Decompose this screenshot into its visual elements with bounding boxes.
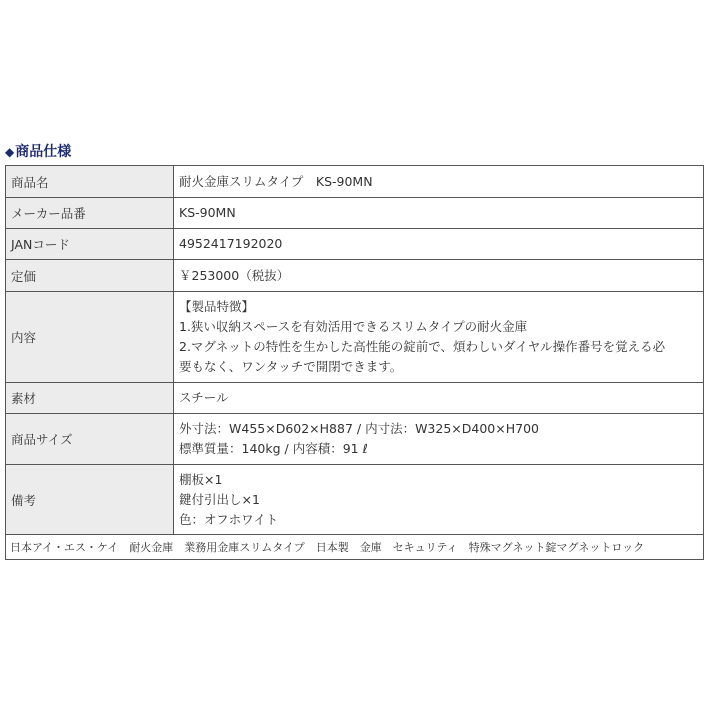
spec-row-list-price (6, 260, 704, 292)
spec-row-contents (6, 292, 704, 383)
spec-row-jan-code (6, 229, 704, 260)
spec-value-line: 4952417192020 (179, 236, 283, 251)
diamond-bullet-icon: ◆ (5, 145, 15, 159)
spec-value-line: KS-90MN (179, 205, 236, 220)
spec-value-line: スチール (179, 390, 229, 405)
spec-label: 内容 (6, 292, 174, 383)
spec-value (174, 229, 704, 260)
spec-value-line: 標準質量：140kg / 内容積：91 ℓ (179, 441, 368, 456)
spec-value-line: 外寸法：W455×D602×H887 / 内寸法：W325×D400×H700 (179, 421, 539, 436)
spec-row-remarks (6, 465, 704, 535)
spec-label: 定価 (6, 260, 174, 292)
spec-row-product-name (6, 166, 704, 198)
spec-value (174, 198, 704, 229)
spec-value-line: 要もなく、ワンタッチで開閉できます。 (179, 359, 403, 374)
spec-value-line: 耐火金庫スリムタイプ KS-90MN (179, 173, 373, 189)
spec-value (174, 465, 704, 535)
spec-value (174, 414, 704, 465)
spec-value-line: ￥253000（税抜） (179, 267, 290, 283)
tags-text: 日本アイ・エス・ケイ 耐火金庫 業務用金庫スリムタイプ 日本製 金庫 セキュリティ 特殊マグネット錠マグネットロック (6, 535, 704, 560)
section-title-text: 商品仕様 (15, 144, 72, 160)
spec-value (174, 383, 704, 414)
spec-value-line: 色：オフホワイト (179, 511, 279, 527)
spec-row-tags (6, 535, 704, 560)
spec-label: メーカー品番 (6, 198, 174, 229)
spec-value (174, 260, 704, 292)
spec-value-line: 棚板×1 (179, 471, 223, 487)
spec-row-maker-number (6, 198, 704, 229)
spec-row-product-size (6, 414, 704, 465)
spec-value (174, 166, 704, 198)
spec-label: JANコード (6, 229, 174, 260)
spec-value-line: 1.狭い収納スペースを有効活用できるスリムタイプの耐火金庫 (179, 319, 528, 334)
spec-value-line: 鍵付引出し×1 (179, 491, 260, 507)
spec-value-line: 2.マグネットの特性を生かした高性能の錠前で、煩わしいダイヤル操作番号を覚える必 (179, 339, 666, 354)
spec-table (5, 165, 704, 560)
spec-value-line: 【製品特徴】 (179, 299, 255, 314)
section-title (5, 141, 71, 161)
spec-label: 商品サイズ (6, 414, 174, 465)
spec-label: 商品名 (6, 166, 174, 198)
spec-value (174, 292, 704, 383)
spec-label: 備考 (6, 465, 174, 535)
spec-row-material (6, 383, 704, 414)
spec-label: 素材 (6, 383, 174, 414)
